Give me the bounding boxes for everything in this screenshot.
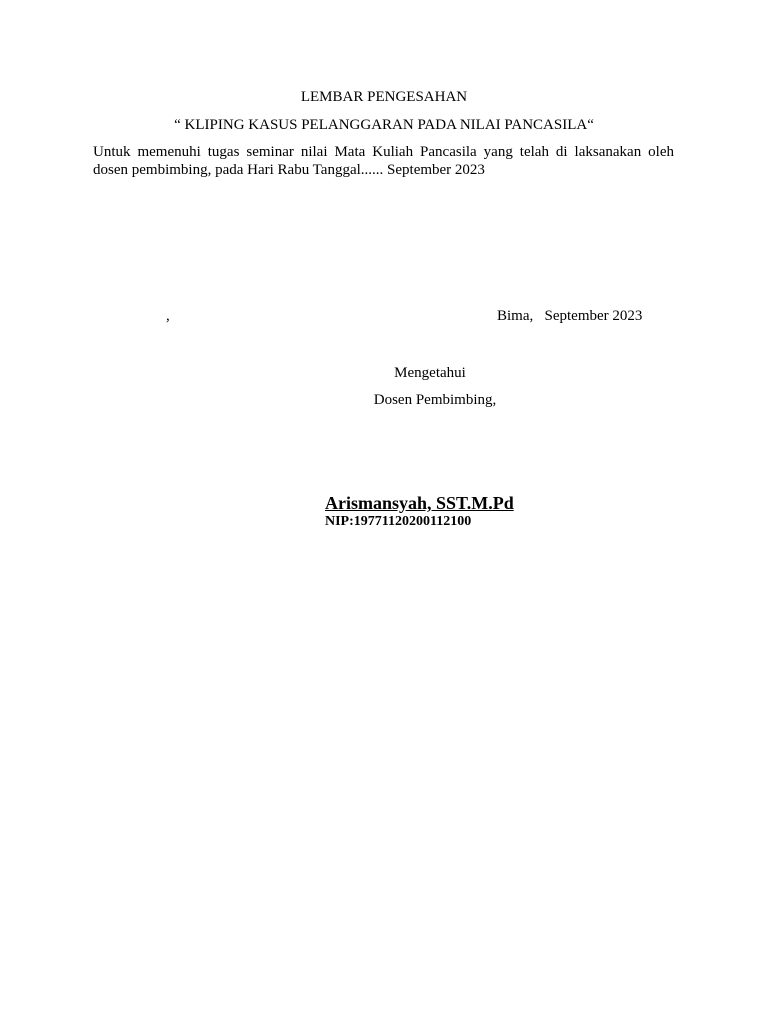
body-paragraph: Untuk memenuhi tugas seminar nilai Mata Kuliah Pancasila yang telah di laksanakan oleh dosen pembimbing, pada Hari Rabu Tanggal...... September 2023 bbox=[93, 144, 674, 178]
place-date-line: Bima, September 2023 bbox=[497, 308, 643, 324]
signer-name: Arismansyah, SST.M.Pd bbox=[325, 493, 514, 513]
document-subtitle: “ KLIPING KASUS PELANGGARAN PADA NILAI PANCASILA“ bbox=[174, 117, 594, 133]
supervisor-role-label: Dosen Pembimbing, bbox=[373, 392, 497, 408]
page-title: LEMBAR PENGESAHAN bbox=[300, 89, 468, 105]
stray-comma: , bbox=[166, 308, 170, 324]
signer-nip: NIP:19771120200112100 bbox=[325, 514, 472, 529]
acknowledged-label: Mengetahui bbox=[394, 365, 466, 381]
